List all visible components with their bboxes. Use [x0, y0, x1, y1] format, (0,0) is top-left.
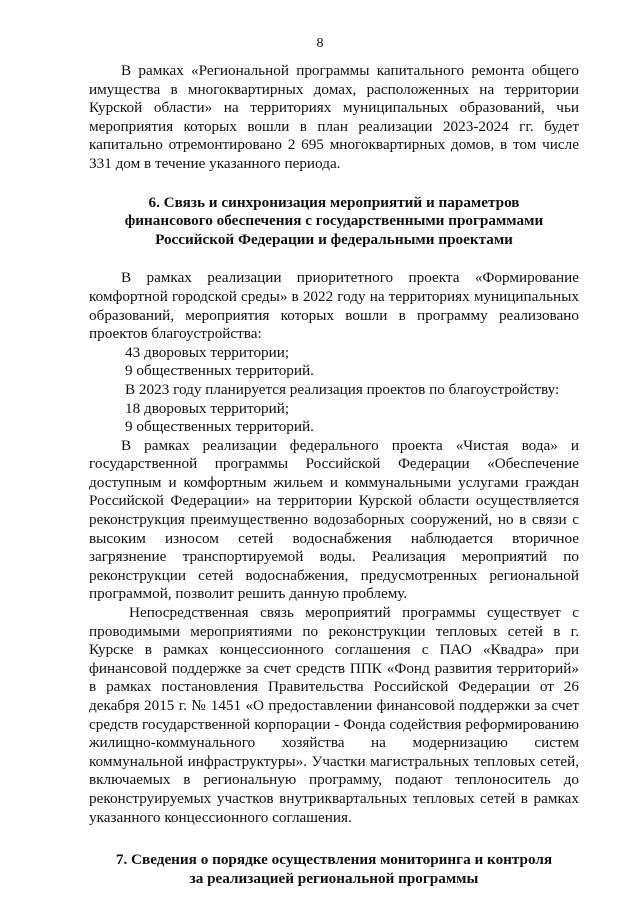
- list-item: 18 дворовых территорий;: [125, 399, 290, 417]
- list-item: 9 общественных территорий.: [125, 418, 314, 436]
- list-item: 9 общественных территорий.: [125, 362, 314, 380]
- section-6-heading-line: финансового обеспечения с государственными программами: [124, 212, 544, 230]
- paragraph: В рамках реализации федерального проекта «Чистая вода» и государственной программы Российской Федерации «Обеспечение доступным и комфортным жильем и коммунальными услугами граждан Российской Федерации» на территории Курской области осуществляется реконструкция преимущественно водозаборных сооружений, но в связи с высоким износом сетей водоснабжения наблюдается вторичное загрязнение транспортируемой воды. Реализация мероприятий по реконструкции сетей водоснабжения, предусмотренных региональной программой, позволит решить данную проблему.: [89, 436, 579, 603]
- section-7-heading: [89, 851, 579, 888]
- section-7-heading-line: за реализацией региональной программы: [189, 869, 479, 887]
- paragraph: В 2023 году планируется реализация проектов по благоустройству:: [125, 380, 560, 398]
- section-6-heading-line: 6. Связь и синхронизация мероприятий и параметров: [148, 193, 520, 211]
- section-6-heading-line: Российской Федерации и федеральными проектами: [155, 230, 513, 248]
- section-7-heading-line: 7. Сведения о порядке осуществления мониторинга и контроля: [115, 851, 553, 869]
- paragraph: Непосредственная связь мероприятий программы существует с проводимыми мероприятиями по реконструкции тепловых сетей в г. Курске в рамках концессионного соглашения с ПАО «Квадра» при финансовой поддержке за счет средств ППК «Фонд развития территорий» в рамках постановления Правительства Российской Федерации от 26 декабря 2015 г. № 1451 «О предоставлении финансовой поддержки за счет средств государственной корпорации - Фонда содействия реформированию жилищно-коммунального хозяйства на модернизацию систем коммунальной инфраструктуры». Участки магистральных тепловых сетей, включаемых в региональную программу, подают теплоноситель до реконструируемых участков внутриквартальных тепловых сетей в рамках указанного концессионного соглашения.: [89, 604, 579, 826]
- paragraph: В рамках реализации приоритетного проекта «Формирование комфортной городской среды» в 2022 году на территориях муниципальных образований, мероприятия которых вошли в программу реализовано проектов благоустройства:: [89, 269, 579, 343]
- section-6-heading: [89, 194, 579, 250]
- list-item: 43 дворовых территории;: [125, 343, 290, 361]
- document-body: [89, 62, 579, 888]
- page-number: 8: [316, 36, 324, 51]
- intro-paragraph: В рамках «Региональной программы капитального ремонта общего имущества в многоквартирных домах, расположенных на территории Курской области» на территориях муниципальных образований, чьи мероприятия которых вошли в план реализации 2023-2024 гг. будет капитально отремонтировано 2 695 многоквартирных домов, в том числе 331 дом в течение указанного периода.: [89, 62, 579, 172]
